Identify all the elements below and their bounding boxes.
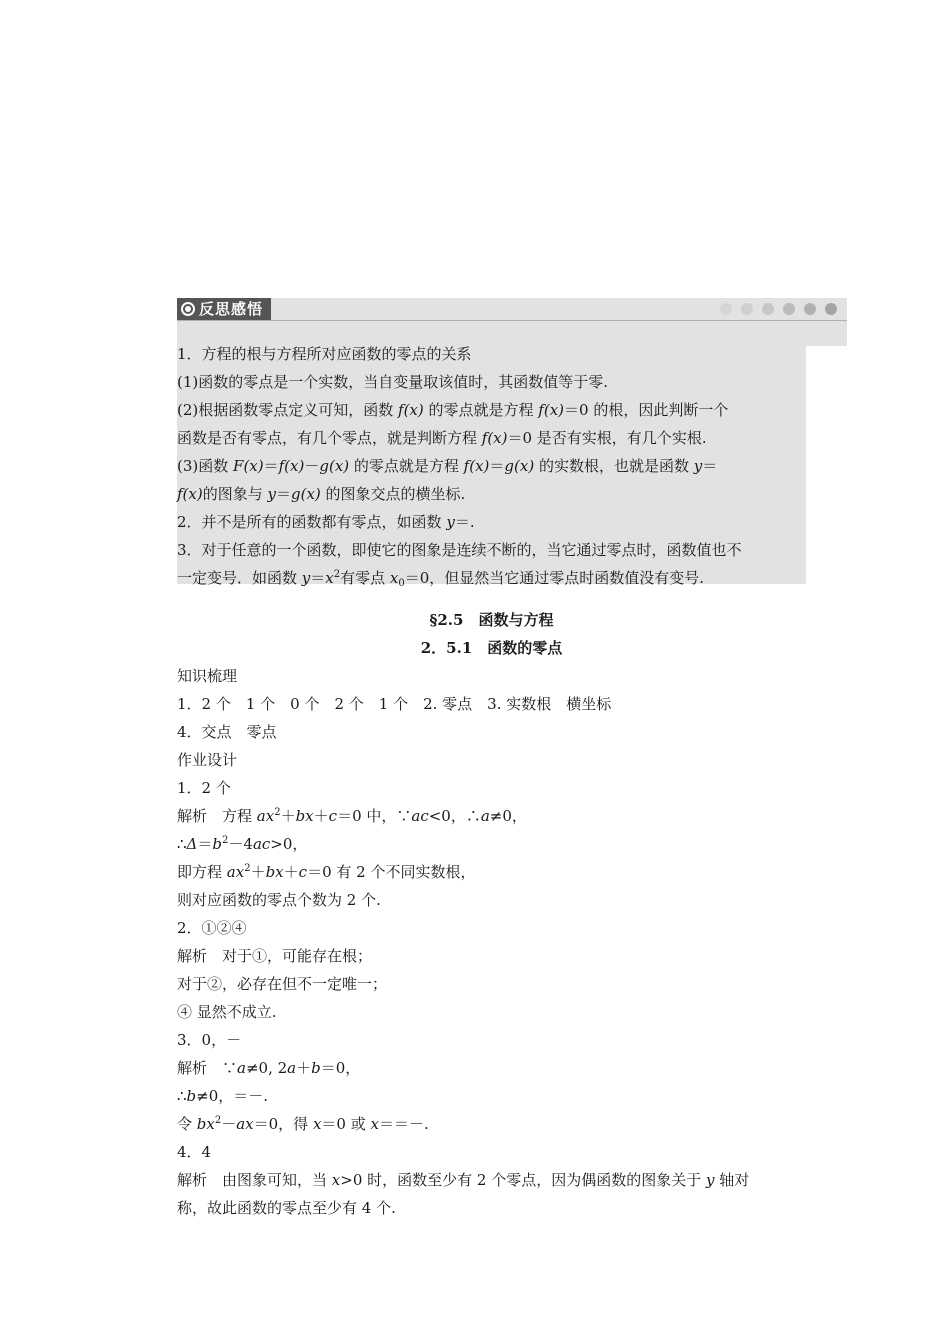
reflection-title: 反思感悟 xyxy=(199,300,264,318)
answer-1: 1．2 个 xyxy=(177,779,231,797)
reflection-box xyxy=(177,345,806,589)
answer-2-line-b: 对于②，必存在但不一定唯一； xyxy=(177,975,388,993)
answer-2-line-c: ④ 显然不成立. xyxy=(177,1003,277,1021)
banner-dots xyxy=(720,303,837,315)
answer-4: 4．4 xyxy=(177,1143,212,1161)
section-subtitle: 2．5.1 函数的零点 xyxy=(420,639,563,657)
knowledge-line-2: 4．交点 零点 xyxy=(177,723,277,741)
answer-2-line-a: 解析 对于①，可能存在根； xyxy=(177,947,373,965)
answer-1-line-d: 则对应函数的零点个数为 2 个. xyxy=(177,891,381,909)
dot-icon xyxy=(783,303,795,315)
answer-3-line-c: 令 $bx^2-ax=0$，得 x＝0 或 x＝＝－. xyxy=(177,1115,429,1133)
reflect-line-5: (3)函数 F(x)＝f(x)－g(x) 的零点就是方程 f(x)＝g(x) 的实数根，也就是函数 y＝ xyxy=(177,457,718,475)
reflect-line-6: f(x)的图象与 y＝g(x) 的图象交点的横坐标. xyxy=(177,485,466,503)
reflect-line-8: 3．对于任意的一个函数，即使它的图象是连续不断的，当它通过零点时，函数值也不 xyxy=(177,541,742,559)
reflection-banner xyxy=(177,298,847,346)
dot-icon xyxy=(804,303,816,315)
answer-3: 3．0，－ xyxy=(177,1031,242,1049)
reflect-line-7: 2．并不是所有的函数都有零点，如函数 y＝. xyxy=(177,513,475,531)
homework-title: 作业设计 xyxy=(177,751,238,769)
dot-icon xyxy=(825,303,837,315)
reflect-line-1: 1．方程的根与方程所对应函数的零点的关系 xyxy=(177,345,472,363)
dot-icon xyxy=(762,303,774,315)
banner-divider xyxy=(177,320,847,321)
reflect-line-9: 一定变号．如函数 $y=x^2$有零点 $x_0=0$，但显然当它通过零点时函数值没有变号. xyxy=(177,569,705,589)
reflect-line-2: (1)函数的零点是一个实数，当自变量取该值时，其函数值等于零. xyxy=(177,373,609,391)
reflect-line-3: (2)根据函数零点定义可知，函数 f(x) 的零点就是方程 f(x)＝0 的根，因此判断一个 xyxy=(177,401,729,419)
answer-2: 2．①②④ xyxy=(177,919,247,937)
answer-1-line-b: $\therefore\Delta=b^2-4ac>0$， xyxy=(177,835,308,853)
reflect-line-4: 函数是否有零点，有几个零点，就是判断方程 f(x)＝0 是否有实根，有几个实根. xyxy=(177,429,707,447)
knowledge-title: 知识梳理 xyxy=(177,667,238,685)
knowledge-line-1: 1．2 个 1 个 0 个 2 个 1 个 2. 零点 3. 实数根 横坐标 xyxy=(177,695,612,713)
target-icon xyxy=(181,302,195,316)
answer-3-line-a: 解析 ∵a≠0, 2a＋b＝0， xyxy=(177,1059,361,1077)
answer-1-line-c: 即方程 $ax^2+bx+c=0$ 有 2 个不同实数根， xyxy=(177,863,476,881)
answer-4-line-a: 解析 由图象可知，当 x>0 时，函数至少有 2 个零点，因为偶函数的图象关于 y 轴对 xyxy=(177,1171,750,1189)
answer-4-line-b: 称，故此函数的零点至少有 4 个. xyxy=(177,1199,396,1217)
answer-1-line-a: 解析 方程 $ax^2+bx+c=0$ 中，∵ac<0，∴a≠0， xyxy=(177,807,527,825)
reflection-tab xyxy=(177,298,271,320)
section-title: §2.5 函数与方程 xyxy=(429,611,554,629)
dot-icon xyxy=(741,303,753,315)
answer-3-line-b: ∴b≠0，＝－. xyxy=(177,1087,269,1105)
dot-icon xyxy=(720,303,732,315)
